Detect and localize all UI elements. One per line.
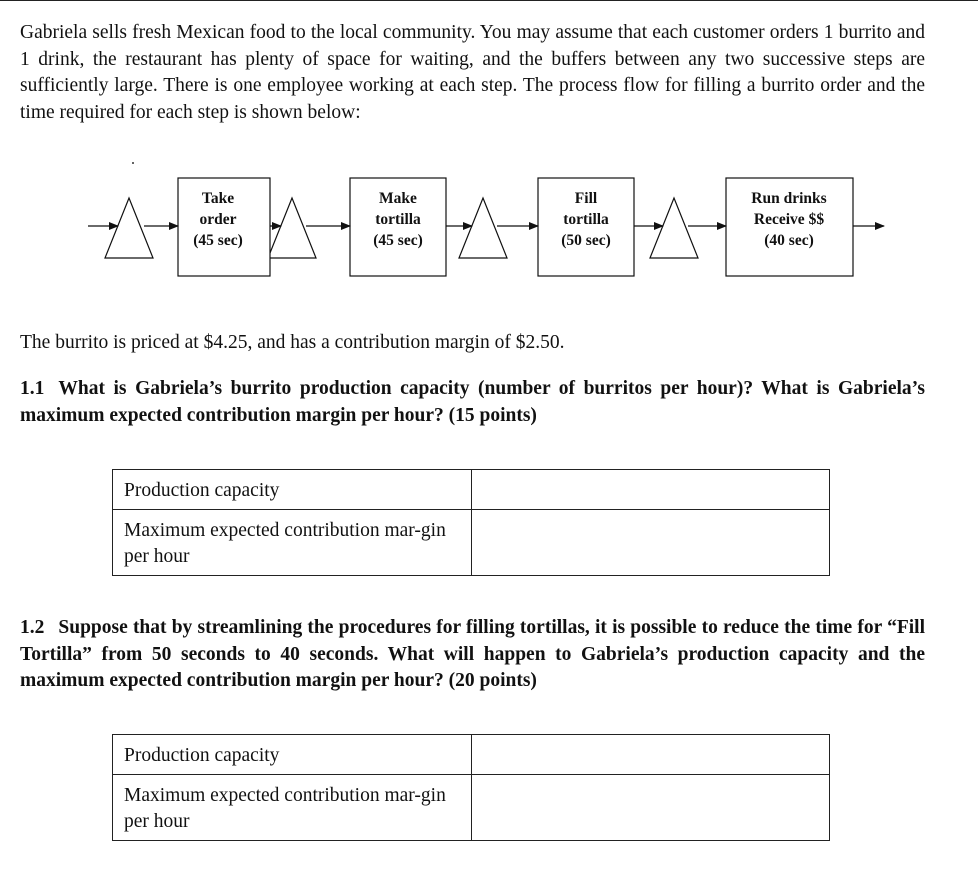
step-label-take-order-line1: Take <box>201 190 235 207</box>
top-rule <box>0 0 978 1</box>
step-label-fill-tortilla-line3: (50 sec) <box>561 232 611 249</box>
buffer-triangle-1 <box>105 198 153 258</box>
answer-table-1-1 <box>112 469 830 576</box>
row-label: Production capacity <box>113 735 472 775</box>
answer-cell[interactable] <box>472 775 830 841</box>
step-label-make-tortilla-line1: Make <box>379 190 417 207</box>
step-label-take-order-line2: order <box>199 211 237 228</box>
question-number: 1.1 <box>20 378 45 399</box>
table-row <box>113 470 830 510</box>
buffer-triangle-2 <box>268 198 316 258</box>
answer-cell[interactable] <box>472 735 830 775</box>
table-row <box>113 735 830 775</box>
row-label: Maximum expected contribution mar-gin per hour <box>113 775 472 841</box>
question-1-2 <box>20 615 925 695</box>
row-label: Maximum expected contribution mar-gin per hour <box>113 510 472 576</box>
step-label-make-tortilla-line3: (45 sec) <box>373 232 423 249</box>
process-flow-diagram <box>0 140 978 310</box>
answer-table-1-2 <box>112 734 830 841</box>
price-paragraph: The burrito is priced at $4.25, and has a contribution margin of $2.50. <box>20 332 565 353</box>
step-label-make-tortilla-line2: tortilla <box>375 211 421 228</box>
step-label-take-order-line3: (45 sec) <box>193 232 243 249</box>
answer-cell[interactable] <box>472 470 830 510</box>
table-row <box>113 775 830 841</box>
step-label-run-drinks-line2: Receive $$ <box>753 211 825 228</box>
question-number: 1.2 <box>20 617 45 638</box>
row-label: Production capacity <box>113 470 472 510</box>
question-1-1 <box>20 376 925 429</box>
question-text: What is Gabriela’s burrito production capacity (number of burritos per hour)? What is Gabriela’s maximum expected contribution margin per hour? (15 points) <box>20 378 925 426</box>
table-row <box>113 510 830 576</box>
step-label-run-drinks-line3: (40 sec) <box>764 232 814 249</box>
stray-dot <box>132 162 134 164</box>
intro-paragraph: Gabriela sells fresh Mexican food to the local community. You may assume that each customer orders 1 burrito and 1 drink, the restaurant has plenty of space for waiting, and the buffers between any two successive steps are sufficiently large. There is one employee working at each step. The process flow for filling a burrito order and the time required for each step is shown below: <box>20 22 925 123</box>
answer-cell[interactable] <box>472 510 830 576</box>
buffer-triangle-3 <box>459 198 507 258</box>
buffer-triangle-4 <box>650 198 698 258</box>
step-label-fill-tortilla-line1: Fill <box>574 190 598 207</box>
step-label-run-drinks-line1: Run drinks <box>751 190 827 207</box>
question-text: Suppose that by streamlining the procedures for filling tortillas, it is possible to reduce the time for “Fill Tortilla” from 50 seconds to 40 seconds. What will happen to Gabriela’s production capacity and the maximum expected contribution margin per hour? (20 points) <box>20 617 925 691</box>
step-label-fill-tortilla-line2: tortilla <box>563 211 609 228</box>
